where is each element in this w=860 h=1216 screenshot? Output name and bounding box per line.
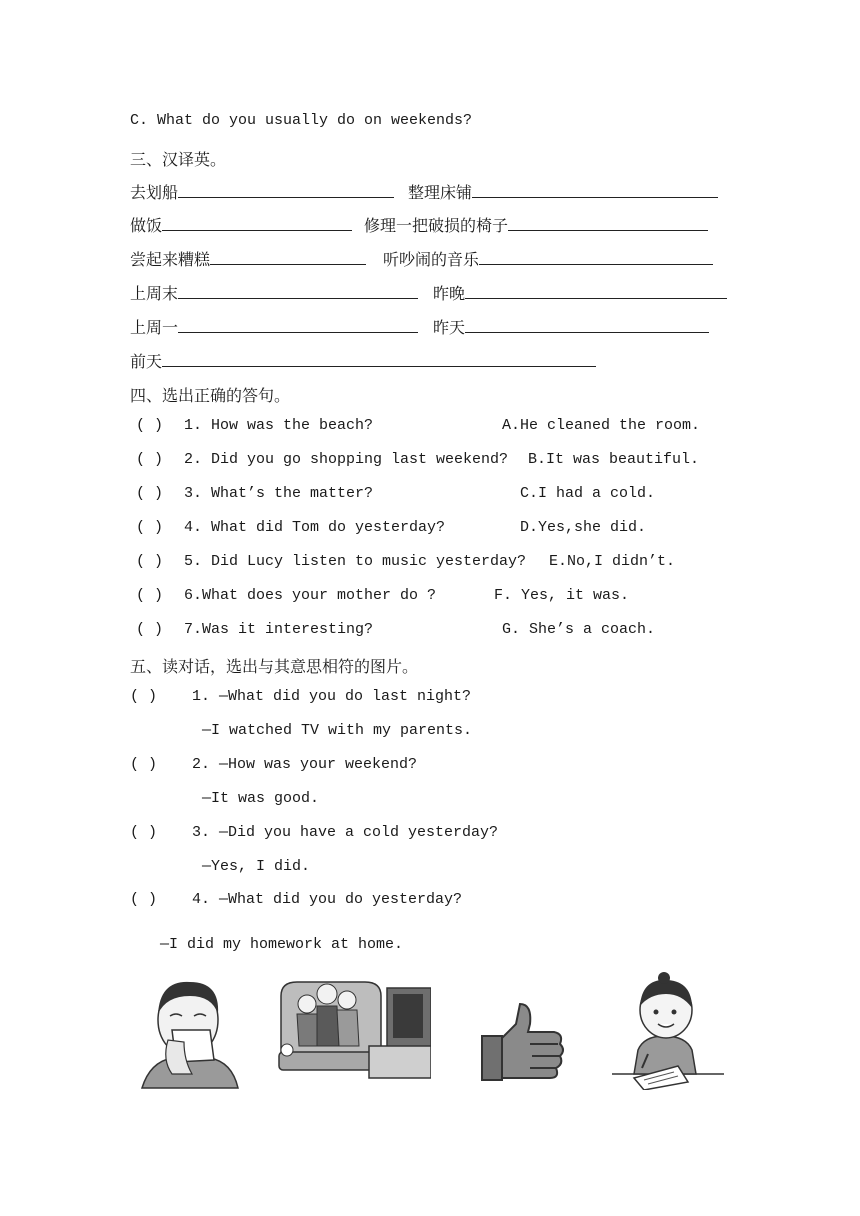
answer-blank[interactable]: [162, 214, 352, 231]
option-c-text: C. What do you usually do on weekends?: [130, 112, 473, 129]
translate-item: 上周一: [130, 315, 418, 338]
translate-item: 修理一把破损的椅子: [364, 213, 708, 236]
question-text: 2. Did you go shopping last weekend?: [184, 451, 509, 468]
translate-item: 前天: [130, 349, 596, 372]
answer-blank[interactable]: [178, 316, 418, 333]
sick-man-picture: [132, 970, 242, 1090]
question-text: 6.What does your mother do ?: [184, 587, 437, 604]
answer-paren[interactable]: ( ): [136, 417, 164, 434]
dialog-response: —Yes, I did.: [202, 858, 311, 875]
answer-paren[interactable]: ( ): [130, 688, 158, 705]
answer-option: G. She’s a coach.: [502, 621, 656, 638]
answer-blank[interactable]: [178, 282, 418, 299]
dialog-question: 4. —What did you do yesterday?: [192, 891, 463, 908]
answer-blank[interactable]: [465, 316, 709, 333]
translate-item: 听吵闹的音乐: [383, 247, 713, 270]
answer-paren[interactable]: ( ): [136, 553, 164, 570]
dialog-question: 3. —Did you have a cold yesterday?: [192, 824, 499, 841]
section5-heading: 五、读对话，选出与其意思相符的图片。: [130, 657, 419, 676]
section3-heading: 三、汉译英。: [130, 150, 227, 169]
translate-item: 昨天: [433, 315, 709, 338]
answer-blank[interactable]: [508, 214, 708, 231]
answer-option: A.He cleaned the room.: [502, 417, 701, 434]
question-text: 1. How was the beach?: [184, 417, 374, 434]
answer-blank[interactable]: [178, 181, 394, 198]
section4-heading: 四、选出正确的答句。: [130, 386, 291, 405]
question-text: 7.Was it interesting?: [184, 621, 374, 638]
translate-item: 做饭: [130, 213, 352, 236]
answer-paren[interactable]: ( ): [130, 891, 158, 908]
answer-blank[interactable]: [479, 248, 713, 265]
dialog-question: 2. —How was your weekend?: [192, 756, 418, 773]
answer-paren[interactable]: ( ): [136, 519, 164, 536]
thumbs-up-picture: [480, 998, 566, 1084]
dialog-question: 1. —What did you do last night?: [192, 688, 472, 705]
answer-option: B.It was beautiful.: [528, 451, 700, 468]
answer-paren[interactable]: ( ): [130, 756, 158, 773]
answer-option: F. Yes, it was.: [494, 587, 630, 604]
answer-paren[interactable]: ( ): [136, 621, 164, 638]
question-text: 5. Did Lucy listen to music yesterday?: [184, 553, 527, 570]
translate-item: 尝起来糟糕: [130, 247, 366, 270]
translate-item: 整理床铺: [408, 180, 718, 203]
answer-option: D.Yes,she did.: [520, 519, 647, 536]
dialog-response: —I did my homework at home.: [160, 936, 404, 953]
family-tv-picture: [277, 966, 431, 1090]
translate-item: 去划船: [130, 180, 394, 203]
girl-homework-picture: [608, 970, 728, 1090]
answer-option: E.No,I didn’t.: [549, 553, 676, 570]
answer-paren[interactable]: ( ): [136, 587, 164, 604]
translate-item: 昨晚: [433, 281, 727, 304]
question-text: 3. What’s the matter?: [184, 485, 374, 502]
question-text: 4. What did Tom do yesterday?: [184, 519, 446, 536]
answer-paren[interactable]: ( ): [136, 451, 164, 468]
dialog-response: —It was good.: [202, 790, 320, 807]
answer-paren[interactable]: ( ): [136, 485, 164, 502]
answer-blank[interactable]: [210, 248, 366, 265]
answer-blank[interactable]: [472, 181, 718, 198]
answer-blank[interactable]: [465, 282, 727, 299]
answer-paren[interactable]: ( ): [130, 824, 158, 841]
translate-item: 上周末: [130, 281, 418, 304]
answer-blank[interactable]: [162, 350, 596, 367]
answer-option: C.I had a cold.: [520, 485, 656, 502]
dialog-response: —I watched TV with my parents.: [202, 722, 473, 739]
